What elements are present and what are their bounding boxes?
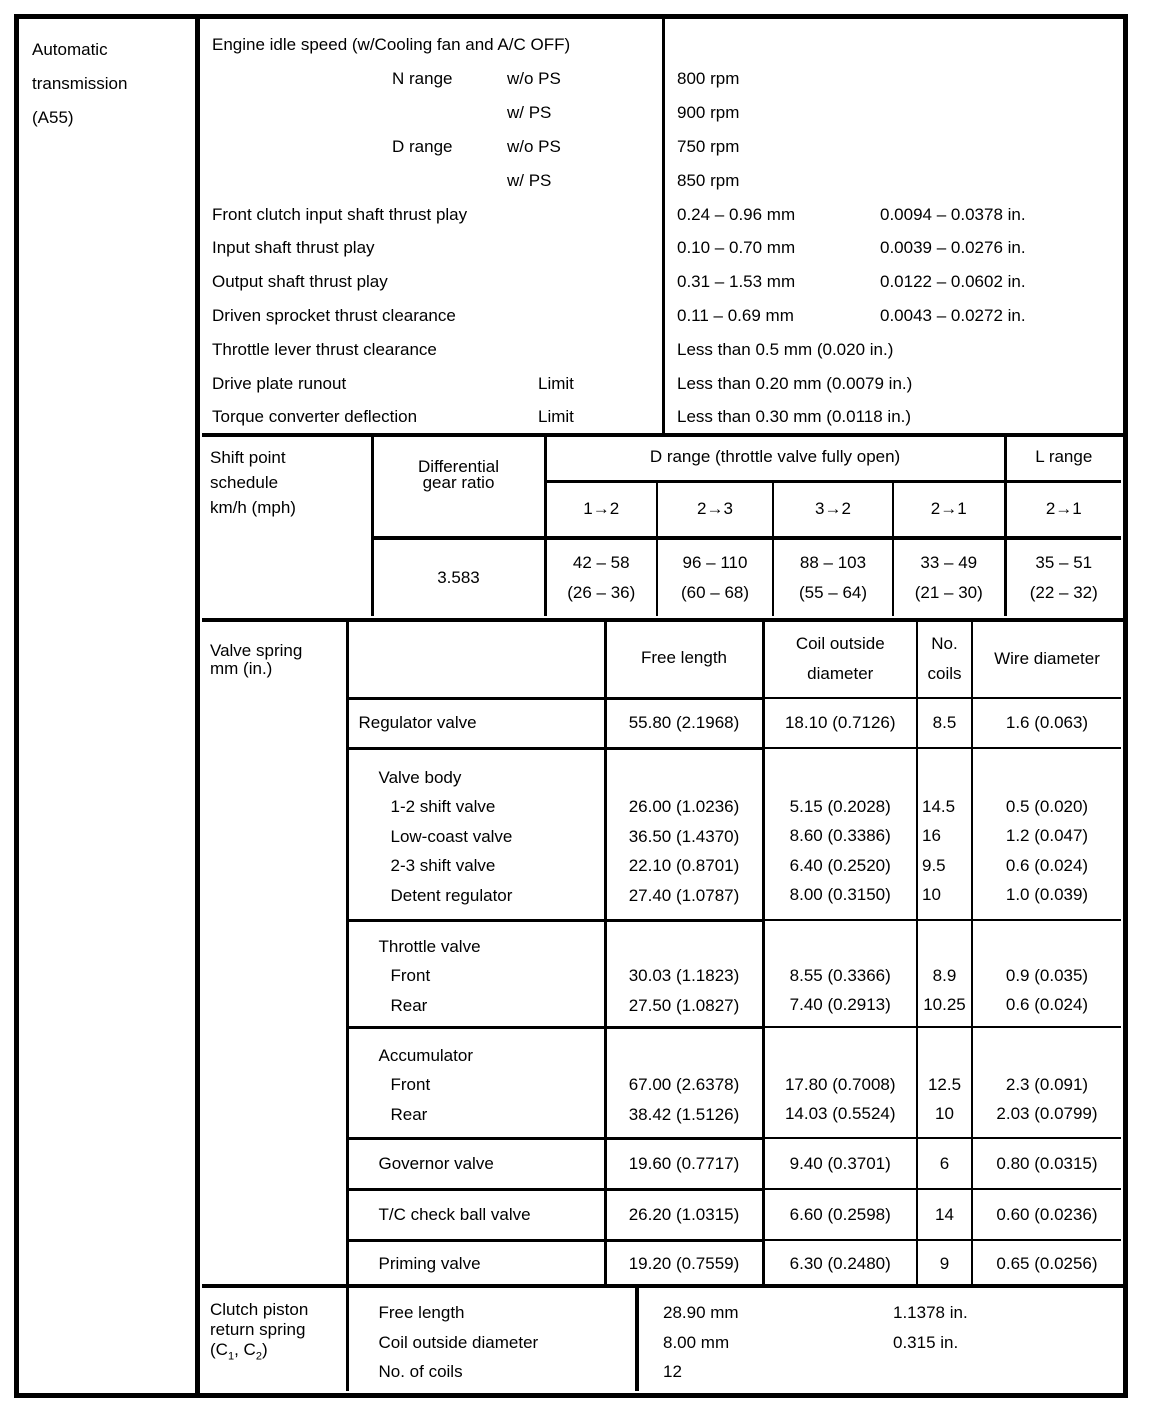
spec-mm: 0.11 – 0.69 mm — [677, 306, 794, 325]
coils-header — [917, 620, 972, 698]
clutch-label-part: ) — [261, 1340, 268, 1359]
no-coils: 16 — [922, 826, 941, 846]
shift-value — [893, 538, 1005, 616]
shift-mph: (55 – 64) — [798, 583, 868, 602]
accumulator-group — [347, 1027, 605, 1138]
no-coils: 6 — [917, 1138, 972, 1189]
free-length: 30.03 (1.1823) — [628, 966, 740, 986]
free-length-group — [605, 748, 763, 920]
coil-group — [763, 748, 917, 920]
coil-diameter: 17.80 (0.7008) — [784, 1074, 896, 1094]
section-label — [19, 19, 200, 1393]
clutch-label-sub: 1 — [227, 1350, 235, 1363]
shift-mph: (22 – 32) — [1029, 583, 1098, 602]
coils-group — [917, 920, 972, 1027]
no-coils: 10 — [935, 1104, 954, 1124]
shift-label-line: Shift point — [210, 448, 286, 467]
wire-diameter: 0.60 (0.0236) — [972, 1189, 1121, 1240]
gear-ratio-value: 3.583 — [372, 538, 545, 616]
wire-group — [972, 1027, 1121, 1138]
clutch-label-line: return spring — [210, 1320, 306, 1339]
limit-label: Drive plate runout — [212, 374, 347, 393]
throttle-valve-group — [347, 920, 605, 1027]
free-length: 55.80 (2.1968) — [605, 698, 763, 748]
spec-table — [14, 14, 1128, 1398]
clutch-piston-return-spring — [202, 1288, 1123, 1393]
shift-value — [773, 538, 893, 616]
wire-diameter: 0.6 (0.024) — [1005, 995, 1089, 1015]
coil-header — [763, 620, 917, 698]
shift-kmh: 96 – 110 — [682, 553, 748, 573]
clutch-value-row — [663, 1328, 1121, 1358]
free-length-group — [605, 920, 763, 1027]
valve-name: Detent regulator — [390, 885, 513, 905]
spec-label: Input shaft thrust play — [212, 238, 375, 257]
limit-value: Less than 0.30 mm (0.0118 in.) — [677, 407, 912, 426]
idle-ps: w/o PS — [507, 69, 561, 88]
free-length-header: Free length — [605, 620, 763, 698]
free-length: 26.00 (1.0236) — [628, 797, 740, 817]
section-label-line: Automatic — [32, 40, 108, 59]
coil-diameter: 8.55 (0.3366) — [789, 965, 891, 985]
valve-spring-table — [202, 622, 1123, 1288]
section-label-line: (A55) — [32, 108, 74, 127]
shift-col-header: 3→2 — [773, 481, 893, 538]
valve-name: Rear — [390, 995, 428, 1015]
spec-mm: 0.10 – 0.70 mm — [677, 238, 796, 257]
idle-value: 800 rpm — [677, 69, 740, 88]
shift-label — [200, 435, 372, 616]
diff-header-line: gear ratio — [422, 473, 495, 492]
shift-value — [545, 538, 657, 616]
free-length: 19.20 (0.7559) — [605, 1240, 763, 1286]
shift-label-line: km/h (mph) — [210, 498, 296, 517]
valve-spring-label-line: Valve spring — [210, 641, 303, 660]
clutch-mm: 8.00 mm — [663, 1332, 730, 1352]
limit-note: Limit — [538, 407, 574, 426]
idle-title: Engine idle speed (w/Cooling fan and A/C OFF) — [212, 35, 571, 54]
free-length: 67.00 (2.6378) — [628, 1075, 740, 1095]
free-length: 38.42 (1.5126) — [628, 1104, 740, 1124]
valve-name: Front — [390, 1075, 431, 1095]
shift-kmh: 42 – 58 — [572, 553, 630, 573]
group-title: Valve body — [378, 767, 462, 787]
valve-name: Rear — [390, 1104, 428, 1124]
spec-label: Front clutch input shaft thrust play — [212, 205, 468, 224]
idle-value: 750 rpm — [677, 137, 740, 156]
clutch-value-row — [663, 1357, 1121, 1387]
no-coils: 12.5 — [927, 1074, 962, 1094]
valve-spring-label-line: mm (in.) — [210, 659, 273, 678]
no-coils: 9 — [917, 1240, 972, 1286]
wire-diameter: 0.5 (0.020) — [1005, 796, 1089, 816]
group-title: Accumulator — [378, 1045, 473, 1065]
limit-label: Throttle lever thrust clearance — [212, 340, 437, 359]
coil-diameter: 18.10 (0.7126) — [763, 698, 917, 748]
idle-value: 850 rpm — [677, 171, 740, 190]
coil-diameter: 5.15 (0.2028) — [789, 796, 891, 816]
shift-value — [657, 538, 773, 616]
shift-col-header: 2→1 — [1005, 481, 1121, 538]
free-length: 26.20 (1.0315) — [605, 1189, 763, 1240]
coil-diameter: 6.60 (0.2598) — [763, 1189, 917, 1240]
shift-col-header: 1→2 — [545, 481, 657, 538]
section-label-line: transmission — [32, 74, 128, 93]
name-header — [347, 620, 605, 698]
idle-range: D range — [392, 137, 453, 156]
coil-header-line: Coil outside — [795, 633, 885, 653]
clutch-label-part: , C — [234, 1340, 256, 1359]
spec-in: 0.0094 – 0.0378 in. — [880, 205, 1026, 224]
no-coils: 14 — [917, 1189, 972, 1240]
shift-mph: (26 – 36) — [567, 583, 636, 602]
valve-name: Regulator valve — [347, 698, 605, 748]
wire-diameter: 2.3 (0.091) — [1005, 1074, 1089, 1094]
wire-diameter: 0.9 (0.035) — [1005, 965, 1089, 985]
wire-diameter: 0.80 (0.0315) — [972, 1138, 1121, 1189]
coils-group — [917, 748, 972, 920]
limit-note: Limit — [538, 374, 574, 393]
shift-mph: (60 – 68) — [680, 583, 750, 602]
free-length: 22.10 (0.8701) — [628, 856, 740, 876]
no-coils: 14.5 — [922, 796, 956, 816]
no-coils: 8.9 — [932, 965, 957, 985]
diff-header-line: Differential — [418, 457, 499, 476]
no-coils: 10.25 — [923, 995, 966, 1015]
valve-name: 2-3 shift valve — [390, 856, 496, 876]
valve-name: Low-coast valve — [390, 826, 513, 846]
valve-spring-label — [200, 620, 347, 1286]
valve-name: 1-2 shift valve — [390, 797, 496, 817]
shift-point-schedule — [202, 437, 1123, 622]
coils-header-line: No. — [931, 633, 958, 653]
valve-name: Priming valve — [347, 1240, 605, 1286]
free-length: 19.60 (0.7717) — [605, 1138, 763, 1189]
coil-diameter: 14.03 (0.5524) — [784, 1104, 896, 1124]
shift-mph: (21 – 30) — [914, 583, 983, 602]
clutch-label-part: (C — [210, 1340, 228, 1359]
spec-label: Driven sprocket thrust clearance — [212, 306, 456, 325]
free-length-group — [605, 1027, 763, 1138]
clutch-value-row — [663, 1298, 1121, 1328]
d-range-header: D range (throttle valve fully open) — [545, 435, 1005, 481]
valve-name: T/C check ball valve — [347, 1189, 605, 1240]
valve-body-group — [347, 748, 605, 920]
clutch-mm: 12 — [663, 1362, 682, 1382]
spec-mm: 0.31 – 1.53 mm — [677, 272, 796, 291]
coil-diameter: 9.40 (0.3701) — [763, 1138, 917, 1189]
wire-diameter: 0.6 (0.024) — [1005, 855, 1089, 875]
general-specs — [202, 19, 1123, 437]
idle-range: N range — [392, 69, 453, 88]
coil-header-line: diameter — [807, 663, 874, 683]
clutch-label-line — [210, 1340, 346, 1366]
coils-header-line: coils — [927, 663, 962, 683]
shift-kmh: 33 – 49 — [920, 553, 978, 573]
shift-kmh: 35 – 51 — [1035, 553, 1093, 573]
shift-col-header: 2→1 — [893, 481, 1005, 538]
clutch-in: 0.315 in. — [893, 1332, 959, 1352]
wire-diameter: 2.03 (0.0799) — [996, 1104, 1098, 1124]
coil-diameter: 6.40 (0.2520) — [789, 855, 891, 875]
no-coils: 9.5 — [922, 855, 946, 875]
diff-header — [372, 435, 545, 538]
idle-ps: w/o PS — [507, 137, 561, 156]
limit-label: Torque converter deflection — [212, 407, 418, 426]
coil-diameter: 8.60 (0.3386) — [789, 826, 891, 846]
clutch-values — [637, 1286, 1121, 1391]
wire-diameter: 0.65 (0.0256) — [972, 1240, 1121, 1286]
coil-group — [763, 920, 917, 1027]
spec-mm: 0.24 – 0.96 mm — [677, 205, 796, 224]
limit-value: Less than 0.20 mm (0.0079 in.) — [677, 374, 913, 393]
clutch-in: 1.1378 in. — [893, 1303, 968, 1322]
group-title: Throttle valve — [378, 936, 481, 956]
spec-label: Output shaft thrust play — [212, 272, 388, 291]
wire-diameter: 1.0 (0.039) — [1005, 885, 1089, 905]
clutch-names — [347, 1286, 637, 1391]
free-length: 27.50 (1.0827) — [628, 995, 740, 1015]
spec-in: 0.0043 – 0.0272 in. — [880, 306, 1026, 325]
valve-name: Front — [390, 966, 431, 986]
wire-group — [972, 748, 1121, 920]
clutch-spec-name: Coil outside diameter — [378, 1332, 539, 1352]
clutch-spec-name: Free length — [378, 1303, 465, 1322]
no-coils: 8.5 — [917, 698, 972, 748]
shift-label-line: schedule — [210, 473, 279, 492]
clutch-mm: 28.90 mm — [663, 1303, 739, 1322]
clutch-label-line: Clutch piston — [210, 1300, 309, 1319]
clutch-label-sub: 2 — [255, 1350, 262, 1363]
coil-group — [763, 1027, 917, 1138]
clutch-spec-name: No. of coils — [378, 1362, 463, 1382]
limit-value: Less than 0.5 mm (0.020 in.) — [677, 340, 894, 359]
wire-group — [972, 920, 1121, 1027]
free-length: 27.40 (1.0787) — [628, 885, 740, 905]
coil-diameter: 8.00 (0.3150) — [789, 885, 891, 905]
idle-value: 900 rpm — [677, 103, 740, 122]
spec-in: 0.0039 – 0.0276 in. — [880, 238, 1026, 257]
idle-ps: w/ PS — [507, 103, 552, 122]
shift-value — [1005, 538, 1121, 616]
valve-name: Governor valve — [347, 1138, 605, 1189]
no-coils: 10 — [922, 885, 941, 905]
spec-in: 0.0122 – 0.0602 in. — [880, 272, 1026, 291]
shift-col-header: 2→3 — [657, 481, 773, 538]
shift-kmh: 88 – 103 — [799, 553, 867, 573]
coil-diameter: 6.30 (0.2480) — [763, 1240, 917, 1286]
coil-diameter: 7.40 (0.2913) — [789, 995, 891, 1015]
l-range-header: L range — [1005, 435, 1121, 481]
free-length: 36.50 (1.4370) — [628, 826, 740, 846]
wire-diameter: 1.6 (0.063) — [972, 698, 1121, 748]
idle-ps: w/ PS — [507, 171, 552, 190]
clutch-label — [200, 1286, 347, 1391]
coils-group — [917, 1027, 972, 1138]
wire-diameter: 1.2 (0.047) — [1005, 826, 1089, 846]
wire-header: Wire diameter — [972, 620, 1121, 698]
